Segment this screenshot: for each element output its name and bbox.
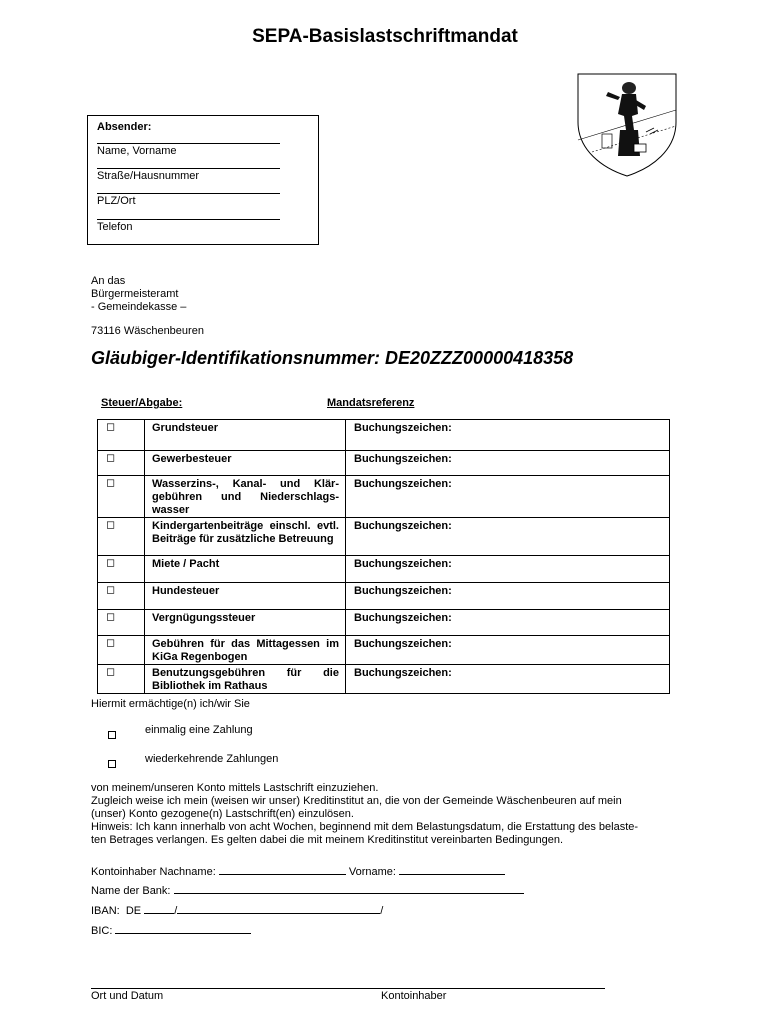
iban-separator: / [174, 905, 178, 917]
row-ref[interactable]: Buchungszeichen: [346, 665, 670, 694]
bank-label: Name der Bank: [91, 885, 171, 897]
row-ref[interactable]: Buchungszeichen: [346, 610, 670, 636]
bank-field[interactable] [174, 883, 524, 894]
row-checkbox[interactable] [98, 583, 145, 610]
row-ref[interactable]: Buchungszeichen: [346, 476, 670, 518]
checkbox-icon: ◻ [106, 421, 116, 433]
signature-line[interactable] [91, 988, 605, 989]
checkbox-icon: ◻ [106, 519, 116, 531]
checkbox-icon: ◻ [106, 477, 116, 489]
body-p1: von meinem/unseren Konto mittels Lastschrift einzuziehen. [91, 782, 379, 794]
checkbox-icon: ◻ [106, 637, 116, 649]
row-name: Benutzungsgebühren für die Bibliothek im Rathaus [145, 665, 346, 694]
row-name: Gewerbesteuer [145, 451, 346, 476]
table-row [98, 451, 670, 476]
lastname-field[interactable] [219, 864, 346, 875]
row-ref[interactable]: Buchungszeichen: [346, 420, 670, 451]
body-p2: Zugleich weise ich mein (weisen wir unser) Kreditinstitut an, die von der Gemeinde Wäschenbeuren auf mein [91, 795, 622, 807]
row-name: Kindergartenbeiträge einschl. evtl. Beiträge für zusätzliche Betreuung [145, 518, 346, 556]
recipient-line1: An das [91, 275, 126, 287]
iban-check-field[interactable] [144, 903, 174, 914]
table-row [98, 610, 670, 636]
sender-phone-line[interactable] [97, 219, 280, 220]
iban-label: IBAN: [91, 905, 120, 917]
row-ref[interactable]: Buchungszeichen: [346, 518, 670, 556]
place-date-label: Ort und Datum [91, 990, 164, 1002]
checkbox-icon: ◻ [106, 611, 116, 623]
row-name: Wasserzins-, Kanal- und Klär-gebühren und Niederschlags-wasser [145, 476, 346, 518]
option-once-label: einmalig eine Zahlung [145, 724, 253, 736]
checkbox-icon [108, 731, 116, 739]
sender-name-label: Name, Vorname [97, 145, 177, 157]
column-tax-heading: Steuer/Abgabe: [101, 397, 183, 409]
table-row [98, 476, 670, 518]
checkbox-icon [108, 760, 116, 768]
row-checkbox[interactable] [98, 451, 145, 476]
lastname-label: Kontoinhaber Nachname: [91, 866, 216, 878]
checkbox-icon: ◻ [106, 557, 116, 569]
row-ref[interactable]: Buchungszeichen: [346, 451, 670, 476]
column-mandate-heading: Mandatsreferenz [327, 397, 415, 409]
body-p4: Hinweis: Ich kann innerhalb von acht Wochen, beginnend mit dem Belastungsdatum, die Erstattung des belaste- [91, 821, 639, 833]
row-checkbox[interactable] [98, 665, 145, 694]
page-title: SEPA-Basislastschriftmandat [252, 26, 518, 47]
firstname-field[interactable] [399, 864, 505, 875]
row-checkbox[interactable] [98, 636, 145, 665]
table-row [98, 636, 670, 665]
authorize-text: Hiermit ermächtige(n) ich/wir Sie [91, 698, 250, 710]
sender-heading: Absender: [97, 121, 152, 133]
table-row [98, 518, 670, 556]
row-name: Gebühren für das Mittagessen im KiGa Regenbogen [145, 636, 346, 665]
bic-field[interactable] [115, 923, 251, 934]
mandate-table [97, 419, 670, 694]
iban-separator: / [380, 905, 384, 917]
checkbox-icon: ◻ [106, 666, 116, 678]
sender-box [87, 115, 319, 245]
sender-name-line[interactable] [97, 143, 280, 144]
option-recurring-checkbox[interactable] [108, 755, 116, 773]
table-row [98, 665, 670, 694]
sender-street-line[interactable] [97, 168, 280, 169]
iban-number-field[interactable] [177, 903, 380, 914]
row-checkbox[interactable] [98, 556, 145, 583]
iban-row [91, 903, 383, 917]
body-p5: ten Betrages verlangen. Es gelten dabei die mit meinem Kreditinstitut vereinbarten Bedingungen. [91, 834, 564, 846]
row-name: Vergnügungssteuer [145, 610, 346, 636]
checkbox-icon: ◻ [106, 452, 116, 464]
account-holder-label: Kontoinhaber [381, 990, 447, 1002]
table-row [98, 583, 670, 610]
iban-prefix: DE [125, 905, 142, 917]
row-name: Miete / Pacht [145, 556, 346, 583]
checkbox-icon: ◻ [106, 584, 116, 596]
body-p3: (unser) Konto gezogene(n) Lastschrift(en) einzulösen. [91, 808, 354, 820]
table-row [98, 420, 670, 451]
sender-street-label: Straße/Hausnummer [97, 170, 200, 182]
bic-label: BIC: [91, 925, 113, 937]
recipient-line2: Bürgermeisteramt [91, 288, 179, 300]
row-name: Hundesteuer [145, 583, 346, 610]
recipient-city: 73116 Wäschenbeuren [91, 325, 204, 337]
recipient-line3: - Gemeindekasse – [91, 301, 187, 313]
row-ref[interactable]: Buchungszeichen: [346, 583, 670, 610]
row-checkbox[interactable] [98, 518, 145, 556]
row-name: Grundsteuer [145, 420, 346, 451]
row-checkbox[interactable] [98, 476, 145, 518]
row-ref[interactable]: Buchungszeichen: [346, 556, 670, 583]
option-recurring-label: wiederkehrende Zahlungen [145, 753, 279, 765]
row-ref[interactable]: Buchungszeichen: [346, 636, 670, 665]
municipal-crest-icon [572, 70, 682, 178]
bic-row [91, 923, 251, 937]
row-checkbox[interactable] [98, 610, 145, 636]
sender-city-label: PLZ/Ort [97, 195, 136, 207]
row-checkbox[interactable] [98, 420, 145, 451]
sender-city-line[interactable] [97, 193, 280, 194]
option-once-checkbox[interactable] [108, 726, 116, 744]
sender-phone-label: Telefon [97, 221, 133, 233]
bank-row [91, 883, 524, 897]
creditor-id: Gläubiger-Identifikationsnummer: DE20ZZZ00000418358 [91, 348, 574, 368]
table-row [98, 556, 670, 583]
lastname-row [91, 864, 505, 878]
firstname-label: Vorname: [348, 866, 396, 878]
